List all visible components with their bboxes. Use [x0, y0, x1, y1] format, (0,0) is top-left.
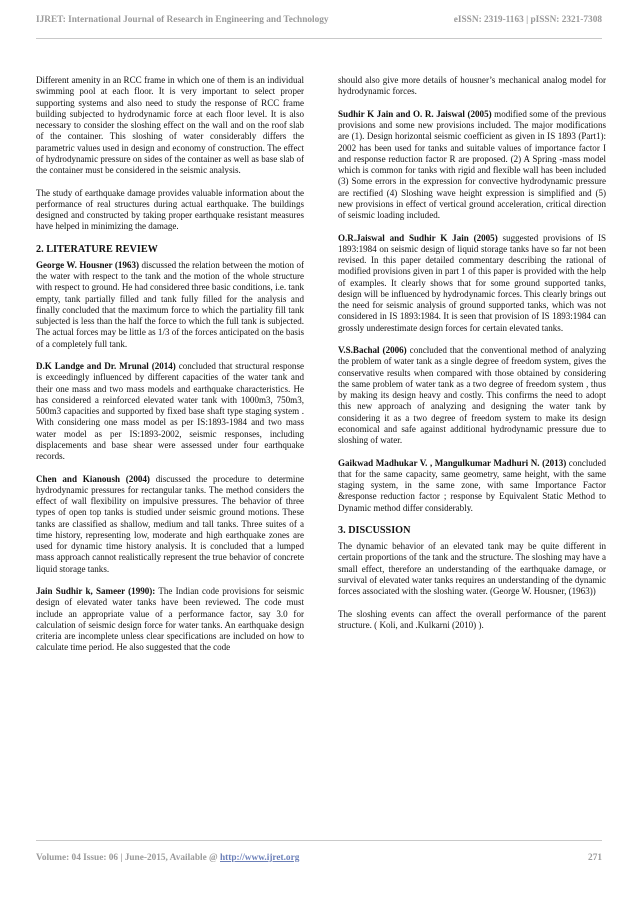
- header-rule: [36, 38, 602, 39]
- paragraph: Different amenity in an RCC frame in which one of them is an individual swimming pool at each floor. It is very important to select proper supporting systems and also need to study the response of RCC frame building subjected to hydrodynamic force at each floor level. It is also necessary to consider the sloshing effect on the wall and on the roof slab of the container. This sloshing of water considerably differs the parametric values used in design and economy of construction. The effect of hydrodynamic pressure on sides of the container as well as base slab of the container must be considered in the seismic analysis.: [36, 75, 304, 175]
- author-ref: O.R.Jaiswal and Sudhir K Jain (2005): [338, 232, 498, 243]
- paragraph: Sudhir K Jain and O. R. Jaiswal (2005) modified some of the previous provisions and some new provisions included. The major modifications are (1). Design horizontal seismic coefficient as given in IS 1893 (Part1): 2002 has been used for tanks and suitable values of importance factor I and response reduction factor R are proposed. (2) A Spring -mass model which is common for tanks with rigid and flexible wall has been included (3) Some errors in the expression for convective hydrodynamic pressure are rectified (4) Sloshing wave height expression is simplified and (5) new provisions in effect of vertical ground acceleration, critical direction of seismic loading included.: [338, 108, 606, 220]
- paragraph: D.K Landge and Dr. Mrunal (2014) concluded that structural response is exceedingly influenced by different capacities of the water tank and their one mass and two mass models and earthquake characteristics. He has considered a reinforced elevated water tank with 1000m3, 750m3, 500m3 capacities and supported by fixed base shaft type staging system . With considering one mass model as per IS:1893-1984 and two mass water model as per IS:1893-2002, seismic responses, including displacements and base shear were assessed under four earthquake records.: [36, 361, 304, 461]
- author-ref: Jain Sudhir k, Sameer (1990):: [36, 586, 156, 596]
- paragraph: Jain Sudhir k, Sameer (1990): The Indian code provisions for seismic design of elevated water tanks have been reviewed. The code must include an appropriate value of a performance factor, say 3.0 for calculation of seismic design force for water tanks. An earthquake design criteria are incomplete unless clear specifications are included on how to calculate time period. He also suggested that the code: [36, 586, 305, 653]
- journal-title: IJRET: International Journal of Research in Engineering and Technology: [36, 15, 329, 25]
- section-heading: 3. DISCUSSION: [338, 525, 411, 536]
- paragraph: Chen and Kianoush (2004) discussed the procedure to determine hydrodynamic pressures for rectangular tanks. The method considers the effect of wall flexibility on impulsive pressures. The behavior of three types of open top tanks is studied under seismic ground motions. These tanks are classified as shallow, medium and tall tanks. Three suites of a time history, representing low, moderate and high earthquake zones are used for dynamic time history analysis. It is concluded that a lumped mass approach cannot realistically represent the true behavior of concrete liquid storage tanks.: [36, 473, 304, 574]
- paragraph: O.R.Jaiswal and Sudhir K Jain (2005) suggested provisions of IS 1893:1984 on seismic design of liquid storage tanks have so far not been revised. In this paper detailed commentary describing the rational of modified provisions given in part 1 of this paper is provided with the help of examples. It clearly shows that for some ground supported tanks, design will be influenced by hydrodynamic forces. This clearly brings out the need for seismic analysis of ground supported tanks, which was not considered in IS 1893:1984. It is seen that provision of IS 1893:1984 can grossly underestimate design forces for certain elevated tanks.: [338, 232, 606, 333]
- page-number: 271: [588, 853, 602, 863]
- paragraph: V.S.Bachal (2006) concluded that the conventional method of analyzing the problem of water tank as a single degree of freedom system, gives the conservative results when compared with those obtained by considering the same problem of water tank as a two degree of freedom system , thus by making its design heavy and costly. This confirms the need to adopt this new approach of analyzing and designing the water tank by considering it as a two degree of freedom system to make its design economical and safe against additional hydrodynamic pressure due to sloshing of water.: [338, 345, 606, 445]
- author-ref: Gaikwad Madhukar V. , Mangulkumar Madhuri N. (2013): [338, 457, 567, 468]
- running-header: [36, 15, 602, 25]
- issn-numbers: eISSN: 2319-1163 | pISSN: 2321-7308: [453, 15, 602, 25]
- author-ref: V.S.Bachal (2006): [338, 345, 407, 355]
- journal-link[interactable]: http://www.ijret.org: [220, 853, 300, 863]
- volume-info: Volume: 04 Issue: 06 | June-2015, Available @: [36, 853, 220, 863]
- author-ref: Chen and Kianoush (2004): [36, 473, 150, 484]
- author-ref: Sudhir K Jain and O. R. Jaiswal (2005): [338, 108, 492, 119]
- paragraph: George W. Housner (1963) discussed the relation between the motion of the water with respect to the tank and the motion of the whole structure with respect to ground. He had considered three basic conditions, i.e. tank empty, tank partially filled and tank fully filled for the analysis and finally concluded that the maximum force to which the partiality fill tank subjected is less than the half the force to which the full tank is subjected. The actual forces may be little as 1/3 of the forces anticipated on the basis of a completely full tank.: [36, 259, 304, 349]
- running-footer: [36, 853, 602, 863]
- paragraph: The dynamic behavior of an elevated tank may be quite different in certain proportions of the tank and the structure. The sloshing may have a small effect, therefore an understanding of the earthquake damage, or survival of elevated water tanks requires an understanding of the dynamic forces associated with the sloshing water. (George W. Housner, (1963)): [338, 541, 606, 596]
- right-column: [338, 75, 606, 642]
- author-ref: D.K Landge and Dr. Mrunal (2014): [36, 361, 176, 371]
- paragraph: The study of earthquake damage provides valuable information about the performance of real structures during actual earthquake. The buildings designed and constructed by taking proper earthquake resistant measures have helped in minimizing the damage.: [36, 187, 304, 232]
- author-ref: George W. Housner (1963): [36, 259, 139, 270]
- paragraph: should also give more details of housner’s mechanical analog model for hydrodynamic forces.: [338, 75, 606, 97]
- left-column: [36, 75, 304, 665]
- paragraph: The sloshing events can affect the overall performance of the parent structure. ( Koli, and .Kulkarni (2010) ).: [338, 608, 606, 630]
- footer-rule: [36, 840, 602, 841]
- section-heading: 2. LITERATURE REVIEW: [36, 243, 158, 255]
- paragraph: Gaikwad Madhukar V. , Mangulkumar Madhuri N. (2013) concluded that for the same capacity, same geometry, same height, with the same staging system, in the same zone, with same Importance Factor &response reduction factor ; response by Equivalent Static Method to Dynamic method differ considerably.: [338, 457, 606, 513]
